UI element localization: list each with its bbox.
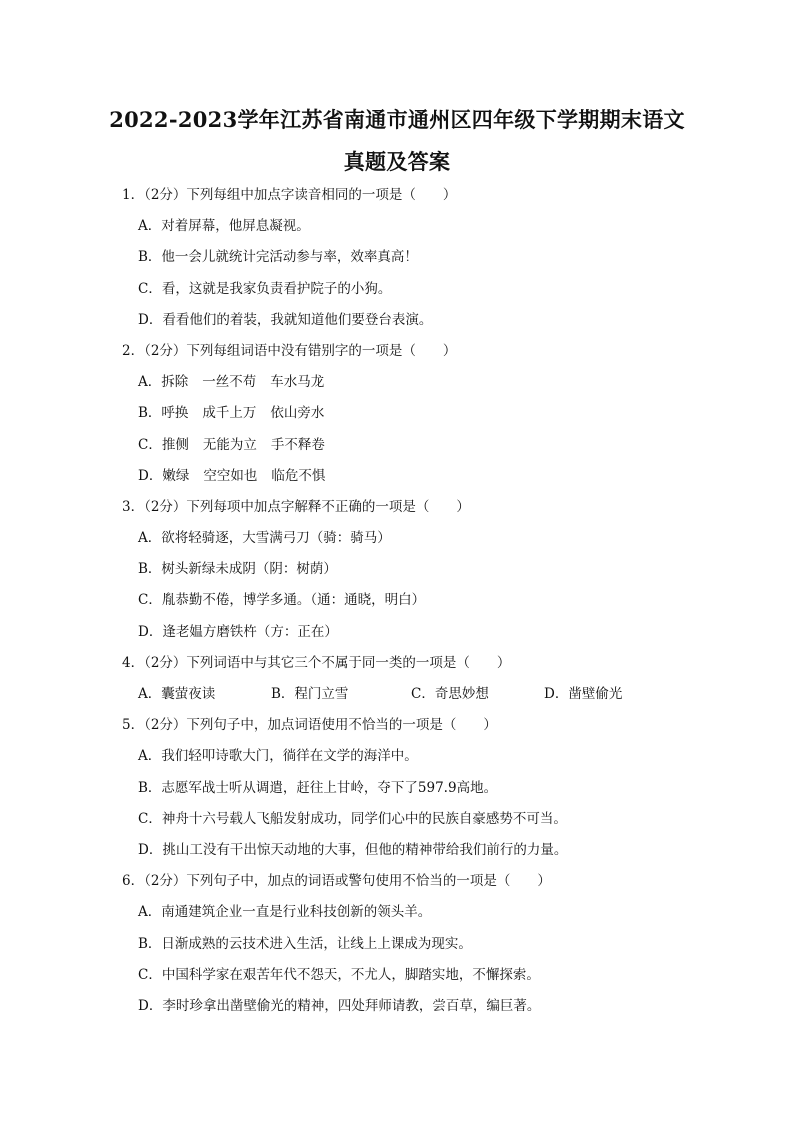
question-6-option-c: C．中国科学家在艰苦年代不怨天，不尤人，脚踏实地，不懈探索。 bbox=[138, 966, 540, 983]
option-word: 手不释卷 bbox=[270, 436, 325, 453]
question-1-option-d: D．看看他们的着装，我就知道他们要登台表演。 bbox=[138, 311, 433, 328]
question-2-option-c bbox=[122, 434, 722, 465]
question-3-option-c: C．胤恭勤不倦，博学多通。（通：通晓，明白） bbox=[138, 592, 426, 609]
question-5-option-c: C．神舟十六号载人飞船发射成功，同学们心中的民族自豪感势不可当。 bbox=[138, 810, 567, 827]
question-4-options bbox=[122, 683, 722, 714]
question-3-stem: 3．（2分）下列每项中加点字解释不正确的一项是（ ） bbox=[122, 498, 470, 515]
document-title-line-2: 真题及答案 bbox=[343, 149, 451, 174]
question-6-stem: 6．（2分）下列句子中，加点的词语或警句使用不恰当的一项是（ ） bbox=[122, 873, 551, 890]
question-3-option-b: B．树头新绿未成阴（阴：树荫） bbox=[138, 561, 337, 578]
question-1-option-b: B．他一会儿就统计完活动参与率，效率真高！ bbox=[138, 249, 418, 266]
question-2-stem: 2．（2分）下列每组词语中没有错别字的一项是（ ） bbox=[122, 342, 457, 359]
question-2-option-d bbox=[122, 465, 722, 496]
option-word: A．拆除 bbox=[138, 374, 189, 391]
question-3-option-a: A．欲将轻骑逐，大雪满弓刀（骑：骑马） bbox=[138, 530, 391, 547]
option-word: 一丝不苟 bbox=[202, 374, 257, 391]
option-word: D．嫩绿 bbox=[138, 467, 190, 484]
option-word: 成千上万 bbox=[202, 405, 257, 422]
option-word: 无能为立 bbox=[202, 436, 257, 453]
question-5-option-b: B．志愿军战士听从调遣，赶往上甘岭，夺下了597.9高地。 bbox=[138, 779, 498, 796]
question-2-option-b bbox=[122, 402, 722, 433]
option-word: 空空如也 bbox=[203, 467, 258, 484]
question-1-option-c: C．看，这就是我家负责看护院子的小狗。 bbox=[138, 280, 392, 297]
option-word: 临危不惧 bbox=[271, 467, 326, 484]
question-4-stem: 4．（2分）下列词语中与其它三个不属于同一类的一项是（ ） bbox=[122, 654, 511, 671]
document-title-line-1: 2022-2023学年江苏省南通市通州区四年级下学期期末语文 bbox=[109, 107, 685, 132]
question-1-stem: 1．（2分）下列每组中加点字读音相同的一项是（ ） bbox=[122, 187, 457, 203]
question-4-option-b: B．程门立雪 bbox=[271, 686, 349, 702]
question-5-option-a: A．我们轻叩诗歌大门，徜徉在文学的海洋中。 bbox=[138, 748, 418, 765]
option-word: 车水马龙 bbox=[270, 374, 325, 391]
question-5-stem: 5．（2分）下列句子中，加点词语使用不恰当的一项是（ ） bbox=[122, 717, 497, 734]
question-5-option-d: D．挑山工没有干出惊天动地的大事，但他的精神带给我们前行的力量。 bbox=[138, 841, 568, 858]
option-word: 依山旁水 bbox=[270, 405, 325, 422]
question-list bbox=[122, 184, 722, 1026]
option-word: C．推侧 bbox=[138, 436, 189, 453]
question-4-option-a: A．囊萤夜读 bbox=[138, 686, 216, 702]
question-6-option-a: A．南通建筑企业一直是行业科技创新的领头羊。 bbox=[138, 904, 432, 921]
question-6-option-d: D．李时珍拿出凿壁偷光的精神，四处拜师请教，尝百草，编巨著。 bbox=[138, 997, 541, 1014]
option-word: B．呼换 bbox=[138, 405, 189, 422]
question-4-option-c: C．奇思妙想 bbox=[411, 686, 489, 702]
question-1-option-a: A．对着屏幕，他屏息凝视。 bbox=[138, 218, 310, 235]
question-6-option-b: B．日渐成熟的云技术进入生活，让线上上课成为现实。 bbox=[138, 935, 472, 952]
question-2-option-a bbox=[122, 371, 722, 402]
question-4-option-d: D．凿壁偷光 bbox=[544, 686, 623, 702]
question-3-option-d: D．逢老媪方磨铁杵（方：正在） bbox=[138, 623, 338, 640]
